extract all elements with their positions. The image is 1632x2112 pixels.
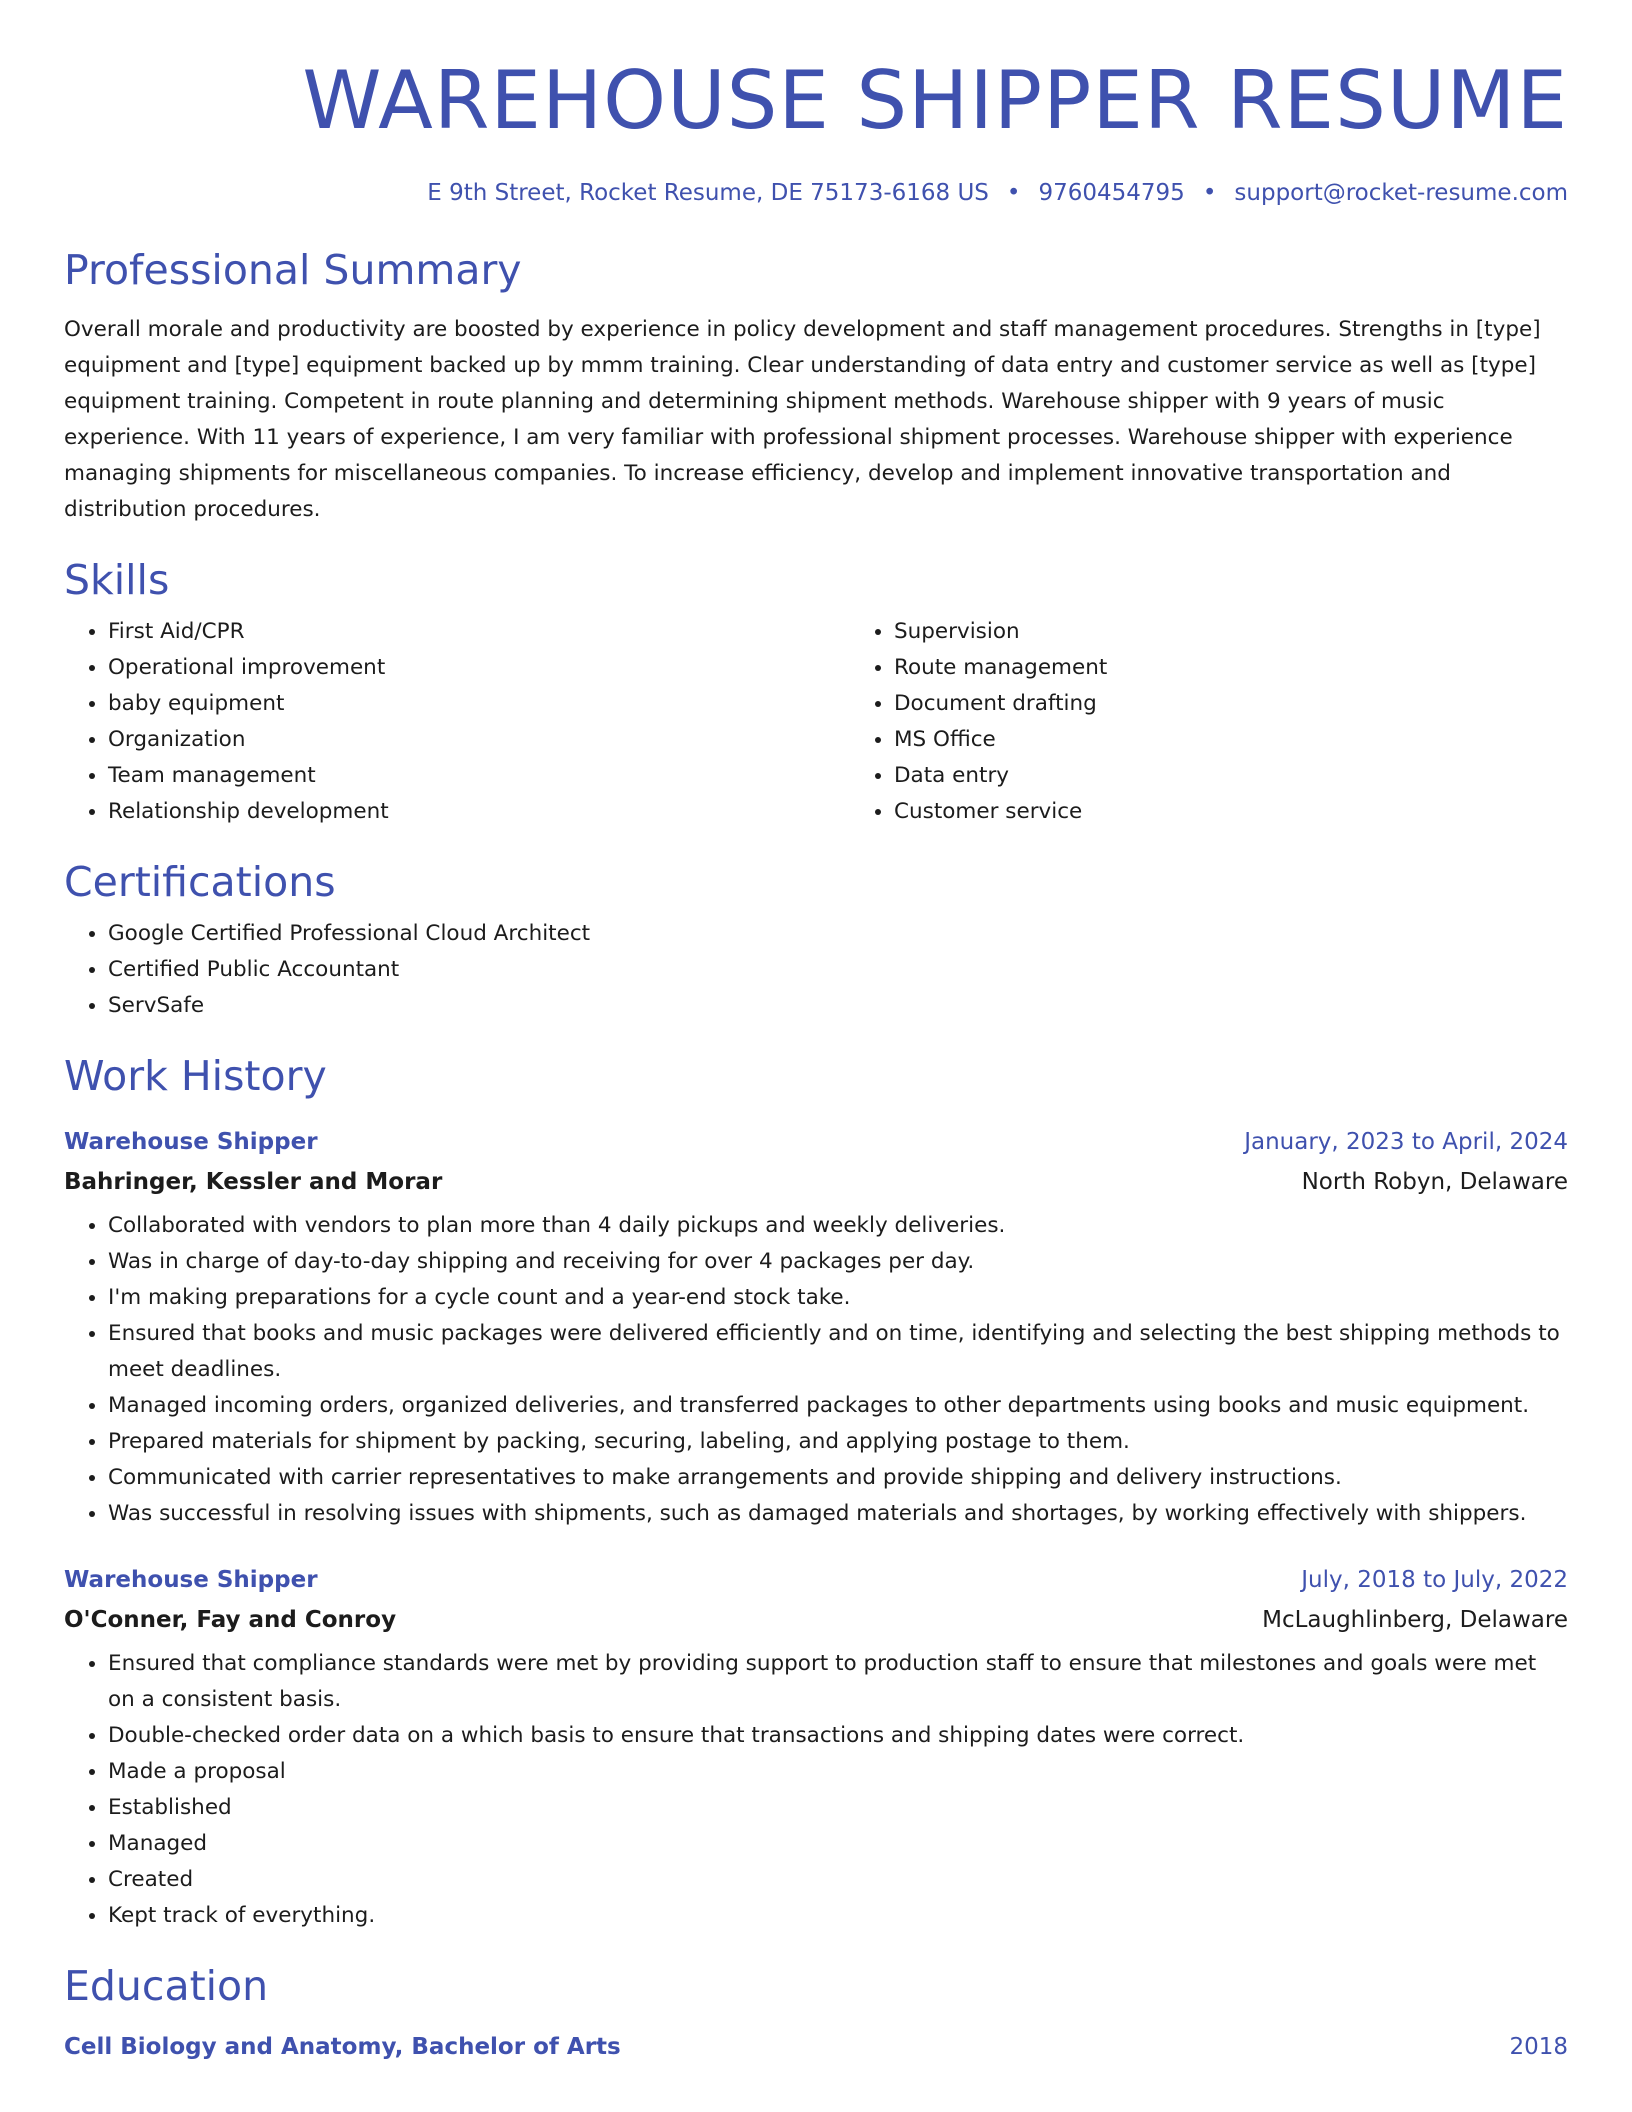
job-bullets [64, 1646, 1568, 1934]
certification-item: • ServSafe [108, 988, 1568, 1024]
resume-header [64, 0, 1568, 206]
job-location: McLaughlinberg, Delaware [1262, 1607, 1568, 1633]
job-bullet: • Established [108, 1790, 1568, 1826]
skills-section [64, 554, 1568, 830]
contact-separator: • [1202, 180, 1217, 206]
job-entry [64, 1124, 1568, 1532]
section-heading-certifications: Certifications [64, 858, 336, 906]
certifications-list [64, 916, 1568, 1024]
job-bullet: • Communicated with carrier representatives to make arrangements and provide shipping and delivery instructions. [108, 1460, 1568, 1496]
skill-item: • Relationship development [108, 794, 850, 830]
job-bullet: • Prepared materials for shipment by packing, securing, labeling, and applying postage to them. [108, 1424, 1568, 1460]
resume-title: WAREHOUSE SHIPPER RESUME [302, 54, 1568, 147]
skills-list-left [64, 614, 850, 830]
job-title: Warehouse Shipper [64, 1129, 318, 1155]
job-bullet: • Made a proposal [108, 1754, 1568, 1790]
education-entry [64, 2034, 1568, 2060]
contact-line [64, 180, 1568, 206]
certifications-section [64, 856, 1568, 1024]
education-year: 2018 [1509, 2034, 1568, 2060]
certification-item: • Google Certified Professional Cloud Architect [108, 916, 1568, 952]
section-heading-work-history: Work History [64, 1052, 327, 1100]
job-bullet: • Created [108, 1862, 1568, 1898]
job-location: North Robyn, Delaware [1301, 1169, 1568, 1195]
summary-text: Overall morale and productivity are boosted by experience in policy development and staff management procedures. Strengths in [type] equipment and [type] equipment backed up by mmm training. Clear understanding of data entry and customer service as well as [type] equipment training. Competent in route planning and determining shipment methods. Warehouse shipper with 9 years of music experience. With 11 years of experience, I am very familiar with professional shipment processes. Warehouse shipper with experience managing shipments for miscellaneous companies. To increase efficiency, develop and implement innovative transportation and distribution procedures. [64, 317, 1541, 522]
job-dates: July, 2018 to July, 2022 [1301, 1567, 1568, 1593]
skill-item: • Data entry [894, 758, 1568, 794]
job-bullets [64, 1208, 1568, 1532]
contact-separator: • [1006, 180, 1021, 206]
job-bullet: • I'm making preparations for a cycle count and a year-end stock take. [108, 1280, 1568, 1316]
work-history-section [64, 1050, 1568, 1934]
job-header [64, 1562, 1568, 1598]
job-bullet: • Double-checked order data on a which basis to ensure that transactions and shipping dates were correct. [108, 1718, 1568, 1754]
skill-item: • Document drafting [894, 686, 1568, 722]
skill-item: • Organization [108, 722, 850, 758]
job-bullet: • Ensured that books and music packages were delivered efficiently and on time, identifying and selecting the best shipping methods to meet deadlines. [108, 1316, 1568, 1388]
job-bullet: • Was in charge of day-to-day shipping and receiving for over 4 packages per day. [108, 1244, 1568, 1280]
job-entry [64, 1562, 1568, 1934]
contact-address: E 9th Street, Rocket Resume, DE 75173-6168 US [427, 180, 989, 206]
certification-item: • Certified Public Accountant [108, 952, 1568, 988]
job-bullet: • Managed [108, 1826, 1568, 1862]
job-bullet: • Collaborated with vendors to plan more than 4 daily pickups and weekly deliveries. [108, 1208, 1568, 1244]
skill-item: • First Aid/CPR [108, 614, 850, 650]
section-heading-summary: Professional Summary [64, 246, 522, 294]
section-heading-education: Education [64, 1962, 269, 2010]
job-company: Bahringer, Kessler and Morar [64, 1169, 443, 1195]
skills-list-right [850, 614, 1568, 830]
skill-item: • Supervision [894, 614, 1568, 650]
skill-item: • Customer service [894, 794, 1568, 830]
contact-phone: 9760454795 [1038, 180, 1185, 206]
skill-item: • Route management [894, 650, 1568, 686]
job-bullet: • Was successful in resolving issues with shipments, such as damaged materials and shortages, by working effectively with shippers. [108, 1496, 1568, 1532]
skill-item: • Team management [108, 758, 850, 794]
job-bullet: • Ensured that compliance standards were met by providing support to production staff to ensure that milestones and goals were met on a consistent basis. [108, 1646, 1568, 1718]
skill-item: • Operational improvement [108, 650, 850, 686]
job-company: O'Conner, Fay and Conroy [64, 1607, 397, 1633]
section-heading-skills: Skills [64, 556, 170, 604]
job-subheader [64, 1164, 1568, 1200]
job-bullet: • Kept track of everything. [108, 1898, 1568, 1934]
job-title: Warehouse Shipper [64, 1567, 318, 1593]
job-header [64, 1124, 1568, 1160]
contact-email[interactable]: support@rocket-resume.com [1234, 180, 1568, 206]
job-subheader [64, 1602, 1568, 1638]
skills-grid [64, 606, 1568, 830]
education-degree: Cell Biology and Anatomy, Bachelor of Arts [64, 2034, 621, 2060]
skill-item: • MS Office [894, 722, 1568, 758]
job-bullet: • Managed incoming orders, organized deliveries, and transferred packages to other departments using books and music equipment. [108, 1388, 1568, 1424]
skill-item: • baby equipment [108, 686, 850, 722]
job-dates: January, 2023 to April, 2024 [1244, 1129, 1568, 1155]
education-section [64, 1960, 1568, 2060]
